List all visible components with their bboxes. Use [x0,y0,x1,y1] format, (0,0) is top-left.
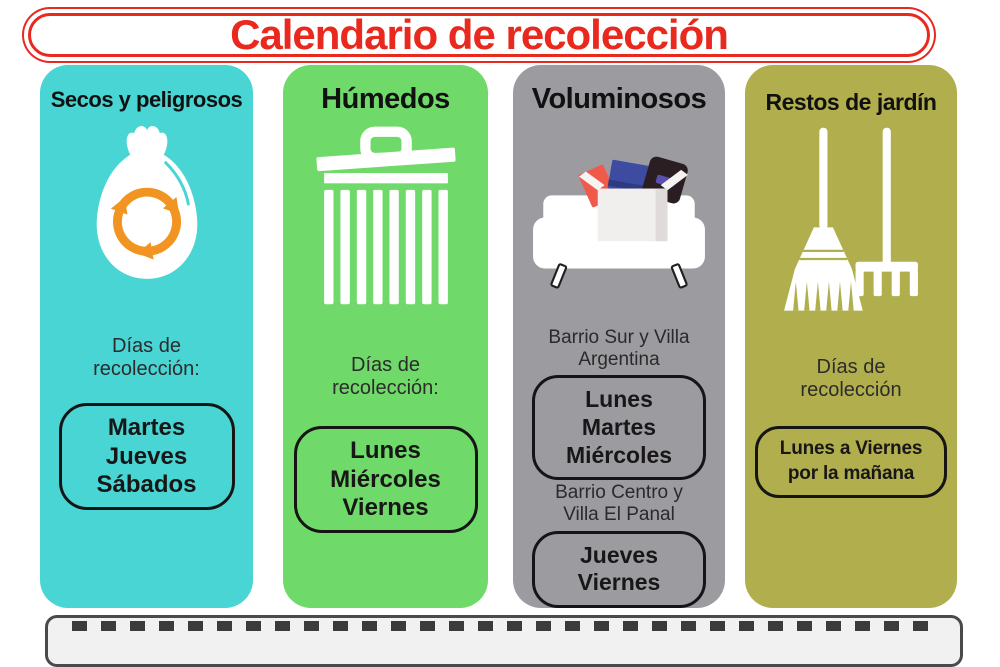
zone-label [548,327,689,371]
bottom-banner-clipped-text [72,621,936,631]
days-box [294,426,478,533]
days-box [59,403,235,510]
bottom-banner [45,615,963,667]
zone-label [555,482,683,526]
zone-label-line: Barrio Sur y Villa [548,326,690,348]
day-item: Martes [581,413,657,440]
day-item: por la mañana [787,463,915,485]
trash-can-icon [311,126,461,310]
broom-rake-icon [783,126,919,316]
column-header: Húmedos [321,83,450,115]
day-item: Jueves [105,442,188,470]
column-header: Restos de jardín [765,89,937,115]
column-header: Secos y peligrosos [50,87,243,112]
day-item: Martes [107,414,186,442]
column-restos-de-jardin [745,65,957,608]
broom-icon [784,128,863,311]
collection-days-label: Días de recolección: [93,335,200,381]
column-humedos [283,65,488,608]
zone-label-line: Villa El Panal [563,503,675,525]
day-item: Viernes [342,494,429,521]
rake-icon [856,128,918,296]
day-item: Miércoles [330,465,441,493]
day-item: Miércoles [565,441,673,468]
zone-label-line: Barrio Centro y [555,482,683,504]
zone-label-line: Argentina [578,348,660,370]
page-title: Calendario de recolección [230,11,728,58]
collection-days-label: Días de recolección [800,356,902,402]
couch-box-icon [521,146,717,291]
day-item: Lunes a Viernes [779,438,923,460]
zone-barrio-sur [532,327,706,480]
title-banner [28,13,930,57]
day-item: Lunes [350,437,421,465]
days-box [532,375,706,480]
collection-days-label: Días de recolección: [332,354,439,400]
trash-bag-recycle-icon [83,121,211,287]
day-item: Jueves [579,541,658,568]
column-voluminosos [513,65,725,608]
zone-barrio-centro [532,482,706,608]
day-item: Lunes [585,386,653,413]
column-header: Voluminosos [531,83,707,115]
day-item: Sábados [96,471,197,498]
column-secos-y-peligrosos [40,65,253,608]
day-item: Viernes [577,569,661,596]
days-box [532,531,706,608]
days-box [755,426,947,497]
